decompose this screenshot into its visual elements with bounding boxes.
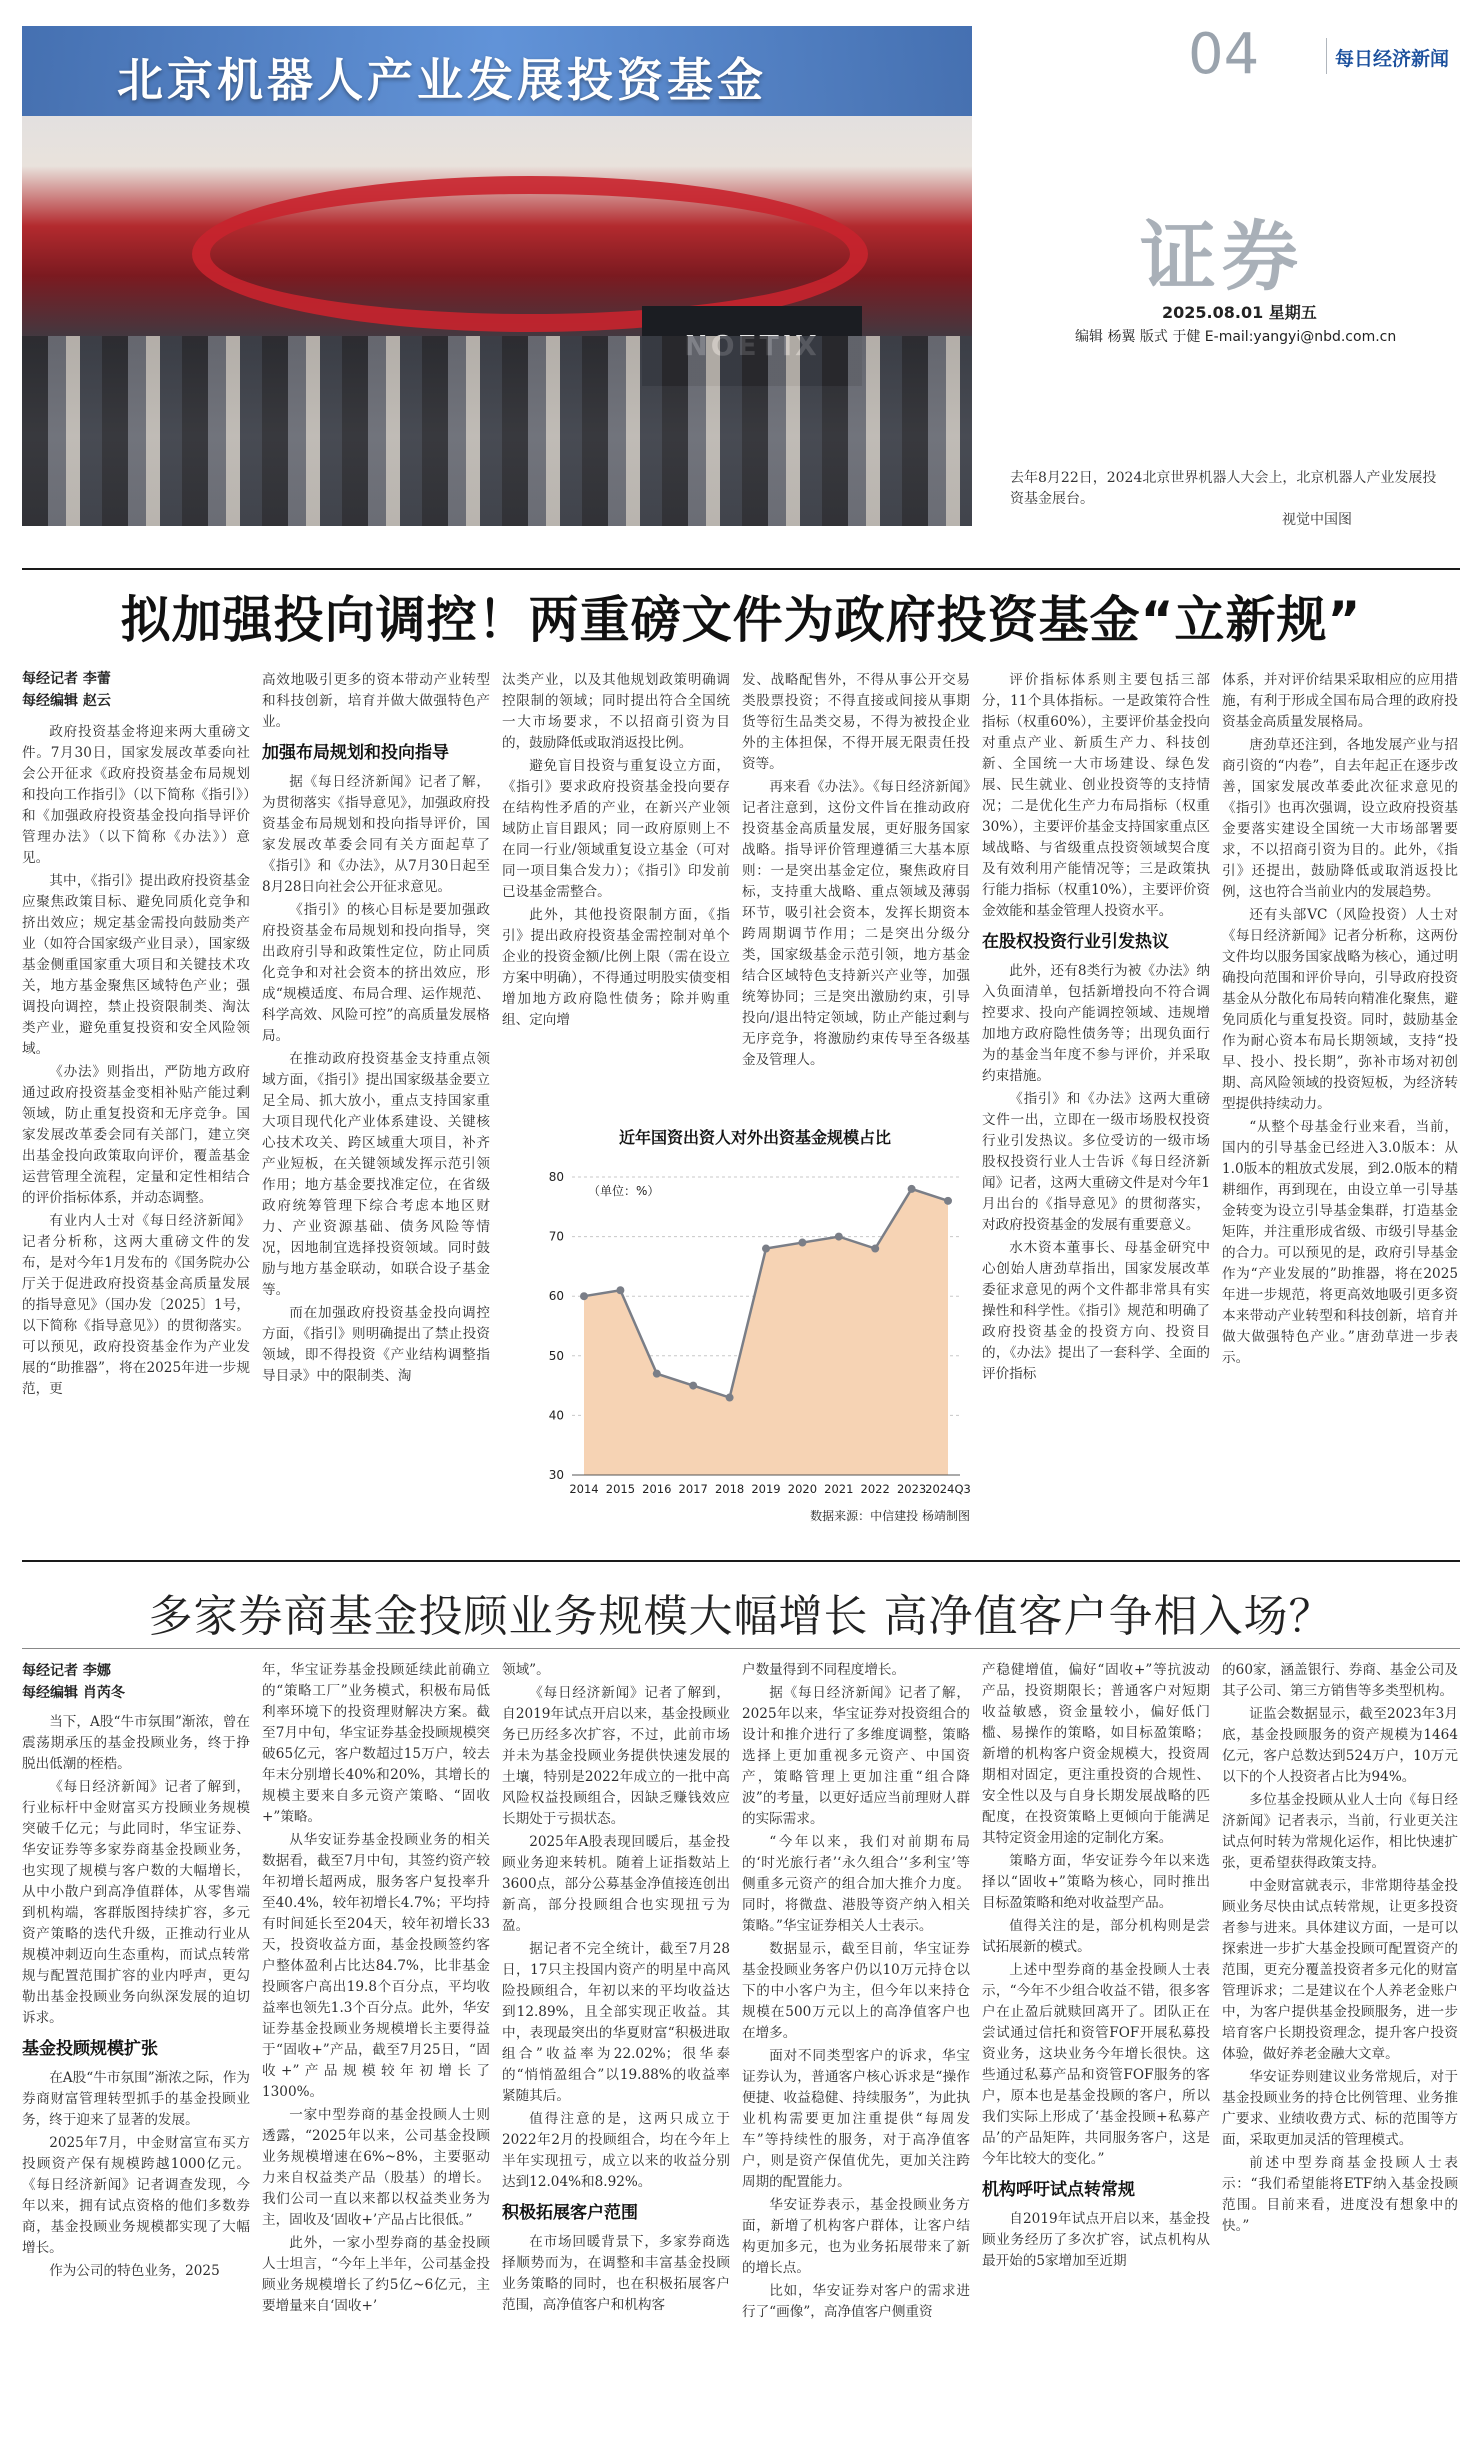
chart-y-tick-label: 30 [548,1468,564,1482]
chart-data-point [689,1382,697,1390]
paragraph: 据《每日经济新闻》记者了解，为贯彻落实《指导意见》，加强政府投资基金布局规划和投向指导评价，国家发展改革委会同有关方面起草了《指引》和《办法》，从7月30日起至8月28日向社会公开征求意见。 [262,774,490,895]
paragraph: 证监会数据显示，截至2023年3月底，基金投顾服务的资产规模为1464亿元，客户总数达到524万户，10万元以下的个人投资者占比为94%。 [1222,1706,1458,1785]
chart-title: 近年国资出资人对外出资基金规模占比 [618,1128,891,1147]
article2-subheading-1: 基金投顾规模扩张 [22,2039,158,2059]
chart-x-tick-label: 2019 [751,1482,781,1496]
article2-bylines [22,1660,125,1704]
article1-column-5 [982,670,1210,1387]
chart-data-point [616,1286,624,1294]
paragraph: 华安证券表示，基金投顾业务方面，新增了机构客户群体，让客户结构更加多元，也为业务拓展带来了新的增长点。 [742,2197,970,2276]
chart-x-tick-label: 2022 [860,1482,890,1496]
chart-data-point [835,1233,843,1241]
paragraph: 上述中型券商的基金投顾人士表示，“今年不少组合收益不错，很多客户在止盈后就赎回离开了。团队正在尝试通过信托和资管FOF开展私募投资业务，这块业务今年增长很快。这些通过私募产品和资管FOF服务的客户，原本也是基金投顾的客户，所以我们实际上形成了‘基金投顾+私募产品’的产品矩阵，共同服务客户，这是今年比较大的变化。” [982,1962,1210,2167]
top-rule [22,568,1460,570]
chart-data-point [798,1239,806,1247]
article1-headline: 拟加强投向调控！两重磅文件为政府投资基金“立新规” [120,591,1362,649]
article2-byline-editor: 每经编辑 肖芮冬 [22,1685,125,1701]
header-photo [22,26,972,526]
paragraph: 作为公司的特色业务，2025 [49,2263,220,2279]
paragraph: 还有头部VC（风险投资）人士对《每日经济新闻》记者分析称，这两份文件均以服务国家战略为核心，通过明确投向范围和评价导向，引导政府投资基金从分散化布局转向精准化聚焦，避免同质化与重复投资。同时，鼓励基金作为耐心资本布局长期领域，支持“投早、投小、投长期”，弥补市场对初创期、高风险领域的投资短板，为经济转型提供持续动力。 [1222,907,1458,1112]
article2-subheading-2: 积极拓展客户范围 [502,2203,638,2223]
paragraph: 的60家，涵盖银行、券商、基金公司及其子公司、第三方销售等多类型机构。 [1222,1662,1458,1699]
chart-x-tick-label: 2024Q3 [925,1482,971,1496]
paragraph: 前述中型券商基金投顾人士表示：“我们希望能将ETF纳入基金投顾范围。目前来看，进度没有想象中的快。” [1222,2155,1458,2234]
paragraph: 《办法》则指出，严防地方政府通过政府投资基金变相补贴产能过剩领域，防止重复投资和无序竞争。国家发展改革委会同有关部门，建立突出基金投向政策取向评价，覆盖基金运营管理全流程，定量和定性相结合的评价指标体系，并动态调整。 [22,1064,250,1206]
photo-credit: 视觉中国图 [1282,512,1352,528]
chart-data-point [762,1245,770,1253]
paragraph: 《每日经济新闻》记者了解到，自2019年试点开启以来，基金投顾业务已历经多次扩容，不过，此前市场并未为基金投顾业务提供快速发展的土壤，特别是2022年成立的一批中高风险权益投顾组合，因缺乏赚钱效应长期处于亏损状态。 [502,1685,730,1827]
chart-x-tick-label: 2015 [605,1482,636,1496]
paragraph: 据记者不完全统计，截至7月28日，17只主投国内资产的明星中高风险投顾组合，年初以来的平均收益达到12.89%，且全部实现正收益。其中，表现最突出的华夏财富“积极进取组合”收益率为22.02%；很华泰的“悄悄盈组合”以19.88%的收益率紧随其后。 [502,1941,730,2104]
paragraph: 面对不同类型客户的诉求，华宝证券认为，普通客户核心诉求是“操作便捷、收益稳健、持续服务”，为此执业机构需要更加注重提供“每周发车”等持续性的服务，对于高净值客户，则是资产保值优先，更加关注跨周期的配置能力。 [742,2048,970,2190]
paragraph: 策略方面，华安证券今年以来选择以“固收+”策略为核心，同时推出目标盈策略和绝对收益型产品。 [982,1853,1210,1911]
issue-date: 2025.08.01 星期五 [1162,303,1317,322]
article1-bylines [22,668,111,712]
paragraph: 领域”。 [502,1662,550,1678]
chart-data-point [726,1394,734,1402]
chart-x-tick-label: 2020 [787,1482,818,1496]
paragraph: 体系，并对评价结果采取相应的应用措施，有利于形成全国布局合理的政府投资基金高质量发展格局。 [1222,672,1458,730]
chart-y-tick-label: 60 [548,1289,564,1304]
paragraph: 此外，其他投资限制方面，《指引》提出政府投资基金需控制对单个企业的投资金额/比例上限（需在设立方案中明确），不得通过明股实债变相增加地方政府隐性债务；除并购重组、定向增 [502,907,730,1028]
chart-x-tick-label: 2021 [824,1482,854,1496]
paragraph: 自2019年试点开启以来，基金投顾业务经历了多次扩容，试点机构从最开始的5家增加至近期 [982,2211,1210,2269]
paragraph: “今年以来，我们对前期布局的‘时光旅行者’‘永久组合’‘多利宝’等侧重多元资产的组合加大推介力度。同时，将微盘、港股等资产纳入相关策略。”华宝证券相关人士表示。 [742,1834,970,1934]
article1-column-6 [1222,670,1458,1371]
paragraph: 值得关注的是，部分机构则是尝试拓展新的模式。 [982,1918,1210,1955]
chart-x-tick-label: 2016 [642,1482,672,1496]
article1-byline-editor: 每经编辑 赵云 [22,693,111,709]
chart-unit-label: （单位：%） [588,1184,660,1198]
paragraph: 而在加强政府投资基金投向调控方面，《指引》则明确提出了禁止投资领域，即不得投资《产业结构调整指导目录》中的限制类、淘 [262,1305,490,1384]
paragraph: 有业内人士对《每日经济新闻》记者分析称，这两大重磅文件的发布，是对今年1月发布的《国务院办公厅关于促进政府投资基金高质量发展的指导意见》（国办发〔2025〕1号，以下简称《指导意见》）的贯彻落实。可以预见，政府投资基金作为产业发展的“助推器”，将在2025年进一步规范，更 [22,1213,250,1397]
article1-column-4 [742,670,970,1073]
paragraph: 比如，华安证券对客户的需求进行了“画像”，高净值客户侧重资 [742,2283,970,2320]
page-number: 04 [1188,22,1260,87]
paragraph: 此外，一家小型券商的基金投顾人士坦言，“今年上半年，公司基金投顾业务规模增长了约5亿~6亿元，主要增量来自‘固收+’ [262,2235,490,2314]
paragraph: 高效地吸引更多的资本带动产业转型和科技创新，培育并做大做强特色产业。 [262,672,490,730]
paragraph: 2025年7月，中金财富宣布买方投顾资产保有规模跨越1000亿元。《每日经济新闻》记者调查发现，今年以来，拥有试点资格的他们多数券商，基金投顾业务规模都实现了大幅增长。 [22,2135,250,2256]
paragraph: 2025年A股表现回暖后，基金投顾业务迎来转机。随着上证指数站上3600点，部分公募基金净值接连创出新高，部分投顾组合也实现扭亏为盈。 [502,1834,730,1934]
paragraph: 数据显示，截至目前，华宝证券基金投顾业务客户仍以10万元持仓以下的中小客户为主，但今年以来持仓规模在500万元以上的高净值客户也在增多。 [742,1941,970,2041]
article1-byline-reporter: 每经记者 李蕾 [22,671,111,687]
photo-caption [1010,468,1440,531]
paragraph: 多位基金投顾从业人士向《每日经济新闻》记者表示，当前，行业更关注试点何时转为常规化运作，相比快速扩张，更希望获得政策支持。 [1222,1792,1458,1871]
paragraph: 《每日经济新闻》记者了解到，行业标杆中金财富买方投顾业务规模突破千亿元；与此同时，华宝证券、华安证券等多家券商基金投顾业务，也实现了规模与客户数的大幅增长，从中小散户到高净值群体，从零售端到机构端，客群版图持续扩容，多元资产策略的迭代升级，正推动行业从规模冲刺迈向生态重构，而试点转常规与配置范围扩容的业内呼声，更勾勒出基金投顾业务向纵深发展的迫切诉求。 [22,1779,250,2026]
chart-data-point [653,1370,661,1378]
chart-data-point [871,1245,879,1253]
chart-y-tick-label: 70 [548,1229,564,1244]
paragraph: 其中，《指引》提出政府投资基金应聚焦政策目标、避免同质化竞争和挤出效应；规定基金需投向鼓励类产业（如符合国家级产业目录），国家级基金侧重国家重大项目和关键技术攻关，地方基金聚焦区域特色产业；强调投向调控，禁止投资限制类、淘汰类产业，避免重复投资和安全风险领域。 [22,873,250,1057]
article1-column-1 [22,722,250,1402]
paragraph: 华安证券则建议业务常规后，对于基金投顾业务的持仓比例管理、业务推广要求、业绩收费方式、标的范围等方面，采取更加灵活的管理模式。 [1222,2069,1458,2148]
paragraph: 一家中型券商的基金投顾人士则透露，“2025年以来，公司基金投顾业务规模增速在6%~8%，主要驱动力来自权益类产品（股基）的增长。我们公司一直以来都以权益类业务为主，固收及‘固收+’产品占比很低。” [262,2107,490,2228]
paragraph: 再来看《办法》。《每日经济新闻》记者注意到，这份文件旨在推动政府投资基金高质量发展，更好服务国家战略。指导评价管理遵循三大基本原则：一是突出基金定位，聚焦政府目标，支持重大战略、重点领域及薄弱环节，吸引社会资本，发挥长期资本跨周期调节作用；二是突出分级分类，国家级基金示范引领，地方基金结合区域特色支持新兴产业等，加强统筹协同；三是突出激励约束，引导投向/退出特定领域，防止产能过剩与无序竞争，将激励约束传导至各级基金及管理人。 [742,779,970,1068]
article1-subheading-1: 加强布局规划和投向指导 [262,743,449,763]
paragraph: 唐劲草还注到，各地发展产业与招商引资的“内卷”，自去年起正在逐步改善，国家发展改革委此次征求意见的《指引》也再次强调，设立政府投资基金要落实建设全国统一大市场部署要求，不以招商引资为目的。此外，《指引》还提出，鼓励降低或取消返投比例，这也符合当前业内的发展趋势。 [1222,737,1458,900]
paragraph: 在推动政府投资基金支持重点领域方面，《指引》提出国家级基金要立足全局、抓大放小，重点支持国家重大项目现代化产业体系建设、关键核心技术攻关、跨区域重大项目，补齐产业短板，在关键领域发挥示范引领作用；地方基金要找准定位，在省级政府统筹管理下综合考虑本地区财力、产业资源基础、债务风险等情况，因地制宜选择投资领域。同时鼓励与地方基金联动，如联合设子基金等。 [262,1051,490,1298]
article1-subheading-2: 在股权投资行业引发热议 [982,932,1169,952]
paragraph: “从整个母基金行业来看，当前，国内的引导基金已经进入3.0版本：从1.0版本的粗放式发展，到2.0版本的精耕细作，再到现在，由设立单一引导基金转变为设立引导基金集群，打造基金矩阵，并注重形成省级、市级引导基金的合力。可以预见的是，政府引导基金作为“产业发展的”助推器，将在2025年进一步规范，将更高效地吸引更多资本来带动产业转型和科技创新，培育并做大做强特色产业。”唐劲草进一步表示。 [1222,1119,1458,1366]
paragraph: 水木资本董事长、母基金研究中心创始人唐劲草指出，国家发展改革委征求意见的两个文件都非常具有实操性和科学性。《指引》规范和明确了政府投资基金的投资方向、投资目的，《办法》提出了一套科学、全面的评价指标 [982,1240,1210,1382]
section-title: 证券 [1140,212,1304,301]
article2-headline: 多家券商基金投顾业务规模大幅增长 高净值客户争相入场？ [148,1591,1334,1642]
paragraph: 此外，还有8类行为被《办法》纳入负面清单，包括新增投向不符合调控要求、投向产能调控领域、违规增加地方政府隐性债务等；出现负面行为的基金当年度不参与评价，并采取约束措施。 [982,963,1210,1084]
article1-column-3 [502,670,730,1033]
chart-source: 数据来源：中信建投 杨靖制图 [810,1509,970,1523]
article2-column-6 [1222,1660,1458,2239]
paragraph: 《指引》的核心目标是要加强政府投资基金布局规划和投向指导，突出政府引导和政策性定位，防止同质化竞争和对社会资本的挤出效应，形成“规模适度、布局合理、运作规范、科学高效、风险可控”的高质量发展格局。 [262,902,490,1044]
article2-subheading-3: 机构呼吁试点转常规 [982,2180,1135,2200]
paragraph: 评价指标体系则主要包括三部分，11个具体指标。一是政策符合性指标（权重60%），主要评价基金投向对重点产业、新质生产力、科技创新、全国统一大市场建设、绿色发展、民生就业、创业投资等的支持情况；二是优化生产力布局指标（权重30%），主要评价基金支持国家重点区域战略、与省级重点投资领域契合度及有效利用产能情况等；三是政策执行能力指标（权重10%），主要评价资金效能和基金管理人投资水平。 [982,672,1210,919]
chart-container [530,1125,980,1525]
paragraph: 年，华宝证券基金投顾延续此前确立的“策略工厂”业务模式，积极布局低利率环境下的投资理财解决方案。截至7月中旬，华宝证券基金投顾规模突破65亿元，客户数超过15万户，较去年末分别增长40%和20%，其增长的规模主要来自多元资产策略、“固收+”策略。 [262,1662,490,1825]
paragraph: 中金财富就表示，非常期待基金投顾业务尽快由试点转常规，让更多投资者参与进来。具体建议方面，一是可以探索进一步扩大基金投顾可配置资产的范围，更充分覆盖投资者多元化的财富管理诉求；二是建议在个人养老金账户中，为客户提供基金投顾服务，进一步培育客户长期投资理念，提升客户投资体验，做好养老金融大文章。 [1222,1878,1458,2062]
middle-rule [22,1560,1460,1562]
paragraph: 产稳健增值，偏好“固收+”等抗波动产品，投资期限长；普通客户对短期收益敏感，资金量较小，偏好低门槛、易操作的策略，如目标盈策略；新增的机构客户资金规模大，投资周期相对固定，更注重投资的合规性、安全性以及与自身长期发展战略的匹配度，在投资策略上更倾向于能满足其特定资金用途的定制化方案。 [982,1662,1210,1846]
article2-column-4 [742,1660,970,2325]
photo-crowd [22,336,972,526]
chart-data-point [944,1197,952,1205]
article2-column-2 [262,1660,490,2319]
paragraph: 在A股“牛市氛围”渐浓之际，作为券商财富管理转型抓手的基金投顾业务，终于迎来了显著的发展。 [22,2070,250,2128]
paragraph: 政府投资基金将迎来两大重磅文件。7月30日，国家发展改革委向社会公开征求《政府投资基金布局规划和投向工作指引》（以下简称《指引》）和《加强政府投资基金投向指导评价管理办法》（以下简称《办法》）意见。 [22,724,250,866]
editor-credits: 编辑 杨翼 版式 于健 E-mail:yangyi@nbd.com.cn [1075,329,1397,345]
article2-column-3 [502,1660,730,2318]
article2-column-5 [982,1660,1210,2274]
header-divider [1326,38,1327,74]
chart-y-tick-label: 80 [548,1170,564,1184]
paragraph: 当下，A股“牛市氛围”渐浓，曾在震荡期承压的基金投顾业务，终于挣脱出低潮的桎梏。 [22,1714,250,1772]
chart-data-point [908,1185,916,1193]
paragraph: 发、战略配售外，不得从事公开交易类股票投资；不得直接或间接从事期货等衍生品类交易，不得为被投企业外的主体担保，不得开展无限责任投资等。 [742,672,970,772]
chart-x-tick-label: 2023 [896,1482,927,1496]
photo-caption-text: 去年8月22日，2024北京世界机器人大会上，北京机器人产业发展投资基金展台。 [1010,470,1437,507]
article2-rule [22,1648,1460,1649]
article2-column-1 [22,1712,250,2284]
paragraph: 户数量得到不同程度增长。 [742,1662,906,1678]
chart-data-point [580,1292,588,1300]
paragraph: 避免盲目投资与重复设立方面，《指引》要求政府投资基金投向要存在结构性矛盾的产业，在新兴产业领域防止盲目跟风；同一政府原则上不在同一行业/领域重复设立基金（可对同一项目集合发力）；《指引》印发前已设基金需整合。 [502,758,730,900]
chart-x-tick-label: 2014 [569,1482,599,1496]
article1-column-2 [262,670,490,1389]
article2-byline-reporter: 每经记者 李娜 [22,1663,111,1679]
paragraph: 汰类产业，以及其他规划政策明确调控限制的领域；同时提出符合全国统一大市场要求，不以招商引资为目的，鼓励降低或取消返投比例。 [502,672,730,751]
chart-x-tick-label: 2017 [678,1482,708,1496]
paragraph: 从华安证券基金投顾业务的相关数据看，截至7月中旬，其签约资产较年初增长超两成，服务客户复投率升至40.4%，较年初增长4.7%；平均持有时间延长至204天，较年初增长33天，投资收益方面，基金投顾签约客户整体盈利占比达84.7%，比非基金投顾客户高出19.8个百分点，平均收益率也领先1.3个百分点。此外，华安证券基金投顾业务规模增长主要得益于“固收+”产品，截至7月25日，“固收+”产品规模较年初增长了1300%。 [262,1832,490,2100]
chart-x-tick-label: 2018 [714,1482,745,1496]
paper-name: 每日经济新闻 [1335,48,1450,70]
chart-y-tick-label: 50 [548,1348,564,1363]
paragraph: 《指引》和《办法》这两大重磅文件一出，立即在一级市场股权投资行业引发热议。多位受访的一级市场股权投资行业人士告诉《每日经济新闻》记者，这两大重磅文件是对今年1月出台的《指导意见》的贯彻落实，对政府投资基金的发展有重要意义。 [982,1091,1210,1233]
chart-y-tick-label: 40 [548,1408,564,1423]
photo-banner-text: 北京机器人产业发展投资基金 [117,53,767,107]
paragraph: 在市场回暖背景下，多家券商选择顺势而为，在调整和丰富基金投顾业务策略的同时，也在积极拓展客户范围，高净值客户和机构客 [502,2234,730,2313]
paragraph: 值得注意的是，这两只成立于2022年2月的投顾组合，均在今年上半年实现扭亏，成立以来的收益分别达到12.04%和8.92%。 [502,2111,730,2190]
paragraph: 据《每日经济新闻》记者了解，2025年以来，华宝证券对投资组合的设计和推介进行了多维度调整，策略选择上更加重视多元资产、中国资产，策略管理上更加注重“组合降波”的考量，以更好适应当前理财人群的实际需求。 [742,1685,970,1827]
chart-svg [530,1147,980,1527]
